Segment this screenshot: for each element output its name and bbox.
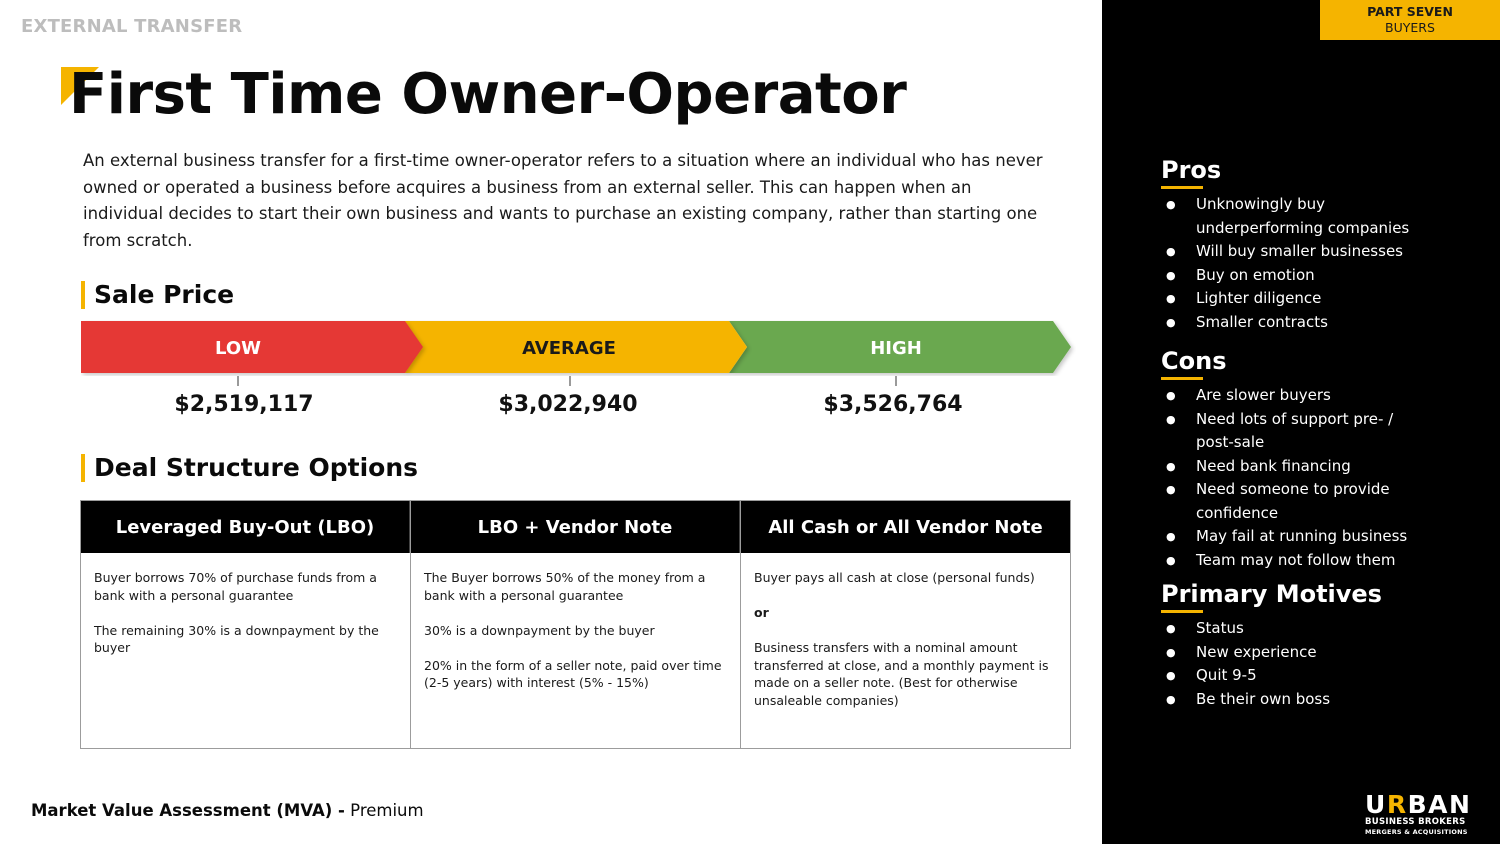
deal-column-header: Leveraged Buy-Out (LBO) xyxy=(81,501,410,553)
pros-title: Pros xyxy=(1161,156,1222,184)
part-badge-section: BUYERS xyxy=(1385,20,1435,35)
logo-line-1: BUSINESS BROKERS xyxy=(1365,817,1466,827)
pros-group xyxy=(1161,156,1441,334)
deal-column-body xyxy=(81,553,410,674)
footer-value: Premium xyxy=(350,801,424,820)
title-underline xyxy=(1161,377,1203,380)
list-item: ● Status xyxy=(1161,617,1441,641)
title-underline xyxy=(1161,610,1203,613)
motives-group xyxy=(1161,580,1441,711)
deal-paragraph: 30% is a downpayment by the buyer xyxy=(424,622,655,638)
logo-line-2: MERGERS & ACQUISITIONS xyxy=(1365,828,1468,836)
page-title: First Time Owner-Operator xyxy=(69,62,907,127)
heading-accent-bar xyxy=(81,454,85,482)
footer-label: Market Value Assessment (MVA) - xyxy=(31,801,345,820)
logo-wordmark: URBAN xyxy=(1365,790,1472,819)
sale-price-heading-text: Sale Price xyxy=(94,280,235,309)
price-arrows-svg xyxy=(81,320,1076,376)
list-item: ● Unknowingly buy underperforming companies xyxy=(1161,193,1441,240)
deal-paragraph: 20% in the form of a seller note, paid over time (2-5 years) with interest (5% - 15%) xyxy=(424,657,722,690)
price-tick-high xyxy=(895,376,897,386)
motives-list xyxy=(1161,617,1441,711)
heading-accent-bar xyxy=(81,281,85,309)
part-badge xyxy=(1320,0,1500,40)
list-item: ● Buy on emotion xyxy=(1161,264,1441,288)
pros-list xyxy=(1161,193,1441,334)
footer-note xyxy=(31,801,424,820)
part-badge-part: PART SEVEN xyxy=(1367,4,1453,19)
price-tick-average xyxy=(569,376,571,386)
list-item: ● May fail at running business xyxy=(1161,525,1441,549)
sale-price-heading xyxy=(81,280,234,309)
deal-structure-heading xyxy=(81,453,418,482)
deal-column-body xyxy=(411,553,740,709)
list-item: ● Need lots of support pre- / post-sale xyxy=(1161,408,1401,455)
deal-column-body xyxy=(741,553,1070,727)
title-underline xyxy=(1161,186,1203,189)
list-item: ● Lighter diligence xyxy=(1161,287,1441,311)
deal-paragraph-or: or xyxy=(754,605,769,620)
list-item: ● New experience xyxy=(1161,641,1441,665)
price-value-average: $3,022,940 xyxy=(498,392,638,417)
deal-paragraph: Buyer pays all cash at close (personal funds) xyxy=(754,570,1035,585)
deal-paragraph: The Buyer borrows 50% of the money from a bank with a personal guarantee xyxy=(424,570,706,603)
cons-group xyxy=(1161,347,1441,572)
deal-paragraph: Buyer borrows 70% of purchase funds from a bank with a personal guarantee xyxy=(94,570,377,603)
deal-column-all-cash xyxy=(741,501,1070,748)
list-item: ● Quit 9-5 xyxy=(1161,664,1441,688)
deal-column-lbo-vendor-note xyxy=(411,501,741,748)
deal-column-header: LBO + Vendor Note xyxy=(411,501,740,553)
motives-title: Primary Motives xyxy=(1161,580,1382,608)
cons-title: Cons xyxy=(1161,347,1227,375)
list-item: ● Are slower buyers xyxy=(1161,384,1441,408)
list-item: ● Team may not follow them xyxy=(1161,549,1441,573)
price-value-high: $3,526,764 xyxy=(823,392,963,417)
price-tier-label-low: LOW xyxy=(215,338,261,359)
price-arrows xyxy=(81,320,1076,376)
deal-structure-heading-text: Deal Structure Options xyxy=(94,453,419,482)
deal-paragraph: The remaining 30% is a downpayment by the buyer xyxy=(94,622,379,655)
deal-structure-table xyxy=(80,500,1071,749)
list-item: ● Will buy smaller businesses xyxy=(1161,240,1441,264)
deal-column-lbo xyxy=(81,501,411,748)
price-value-low: $2,519,117 xyxy=(174,392,314,417)
deal-paragraph: Business transfers with a nominal amount transferred at close, and a monthly payment is made on a seller note. (Best for otherwise unsaleable companies) xyxy=(754,640,1049,708)
list-item: ● Smaller contracts xyxy=(1161,311,1441,335)
deal-column-header: All Cash or All Vendor Note xyxy=(741,501,1070,553)
sidebar xyxy=(1102,0,1500,844)
list-item: ● Be their own boss xyxy=(1161,688,1441,712)
list-item: ● Need someone to provide confidence xyxy=(1161,478,1411,525)
cons-list xyxy=(1161,384,1441,572)
price-tick-low xyxy=(237,376,239,386)
section-tag: EXTERNAL TRANSFER xyxy=(21,16,243,37)
price-tier-label-high: HIGH xyxy=(870,338,922,359)
price-tier-label-average: AVERAGE xyxy=(522,338,616,359)
company-logo xyxy=(1365,790,1477,837)
intro-paragraph: An external business transfer for a first-time owner-operator refers to a situation where an individual who has never owned or operated a business before acquires a business from an external seller. This can happen when an individual decides to start their own business and wants to purchase an existing company, rather than starting one from scratch. xyxy=(83,151,1043,250)
list-item: ● Need bank financing xyxy=(1161,455,1441,479)
